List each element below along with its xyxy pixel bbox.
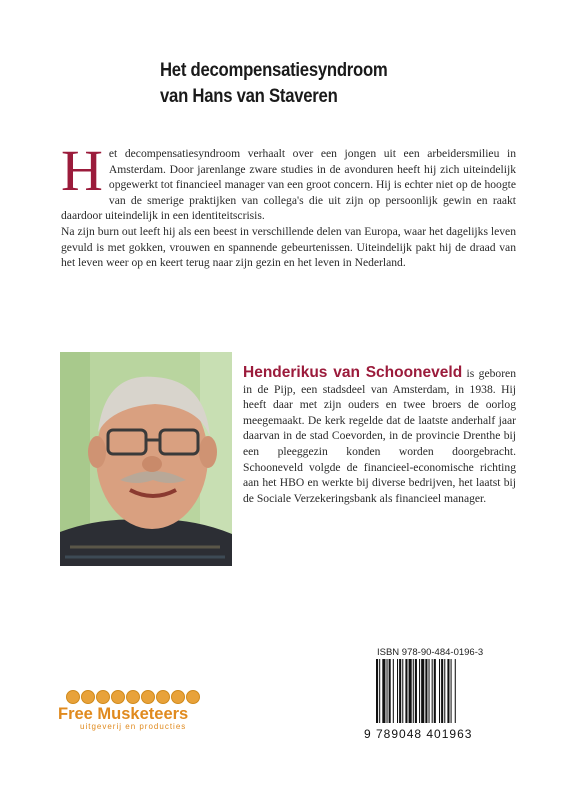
barcode-bar	[421, 659, 424, 723]
barcode	[374, 659, 504, 729]
barcode-bar	[413, 659, 414, 723]
barcode-bar	[441, 659, 443, 723]
synopsis	[61, 138, 516, 271]
synopsis-paragraph-2: Na zijn burn out leeft hij als een beest in verschillende delen van Europa, waar het dagelijks leven gevuld is met gokken, vrouwen en spannende gebeurtenissen. Uiteindelijk pakt hij de draad van het leven weer op en keert terug naar zijn gezin en het leven in Nederland.	[61, 224, 516, 270]
book-title	[160, 58, 477, 110]
title-line-2: van Hans van Staveren	[160, 86, 338, 107]
barcode-bar	[379, 659, 380, 723]
barcode-bar	[409, 659, 412, 723]
barcode-bar	[455, 659, 456, 723]
barcode-bar	[387, 659, 388, 723]
musketeer-icon	[156, 690, 170, 704]
publisher-tagline: uitgeverij en producties	[80, 722, 187, 731]
barcode-bar	[402, 659, 403, 723]
musketeer-icon	[111, 690, 125, 704]
barcode-bar	[415, 659, 417, 723]
barcode-bar	[434, 659, 436, 723]
barcode-bar	[429, 659, 430, 723]
author-name: Henderikus van Schooneveld	[243, 364, 463, 381]
barcode-bar	[382, 659, 385, 723]
barcode-bar	[444, 659, 445, 723]
barcode-bar	[451, 659, 452, 723]
barcode-bar	[419, 659, 420, 723]
musketeer-icon	[186, 690, 200, 704]
musketeer-icon	[171, 690, 185, 704]
publisher-name: Free Musketeers	[58, 705, 189, 723]
bio-text: is geboren in de Pijp, een stadsdeel van Amsterdam, in 1938. Hij heeft daar met zijn ouders en twee broers de oorlog meegemaakt. De kerk regelde dat de laatste anderhalf jaar daarvan in de stad Coevorden, in de provincie Drenthe bij een pleeggezin konden worden doorgebracht. Schooneveld volgde de financieel-economische richting aan het HBO en werkte bij diverse bedrijven, het laatst bij de Sociale Verzekeringsbank als financieel manager.	[243, 367, 516, 505]
barcode-number: 9 789048 401963	[364, 727, 473, 741]
musketeer-icon	[141, 690, 155, 704]
barcode-bar	[405, 659, 407, 723]
musketeer-icon	[81, 690, 95, 704]
barcode-bar	[425, 659, 427, 723]
author-bio	[243, 365, 516, 506]
title-line-1: Het decompensatiesyndroom	[160, 60, 388, 81]
musketeer-icon	[66, 690, 80, 704]
author-photo	[60, 352, 232, 566]
barcode-bar	[432, 659, 433, 723]
barcode-bar	[439, 659, 440, 723]
barcode-bar	[399, 659, 401, 723]
barcode-bar	[393, 659, 394, 723]
publisher-logo	[58, 690, 228, 750]
drop-cap: H	[61, 138, 103, 203]
barcode-bar	[447, 659, 449, 723]
barcode-bar	[397, 659, 398, 723]
barcode-bar	[389, 659, 391, 723]
synopsis-paragraph-1: et decompensatiesyndroom verhaalt over een jongen uit een arbeidersmilieu in Amsterdam. Door jarenlange zware studies in de avonduren heeft hij zich uiteindelijk opgewerkt tot financieel manager van een groot concern. Hij is echter niet op de hoogte van de smerige praktijken van collega's die uit zijn op persoonlijk gewin en raakt daardoor uiteindelijk in een identiteitscrisis.	[61, 147, 516, 223]
barcode-bar	[376, 659, 378, 723]
logo-musketeer-icons	[66, 690, 228, 704]
musketeer-icon	[96, 690, 110, 704]
musketeer-icon	[126, 690, 140, 704]
isbn: ISBN 978-90-484-0196-3	[377, 647, 484, 658]
